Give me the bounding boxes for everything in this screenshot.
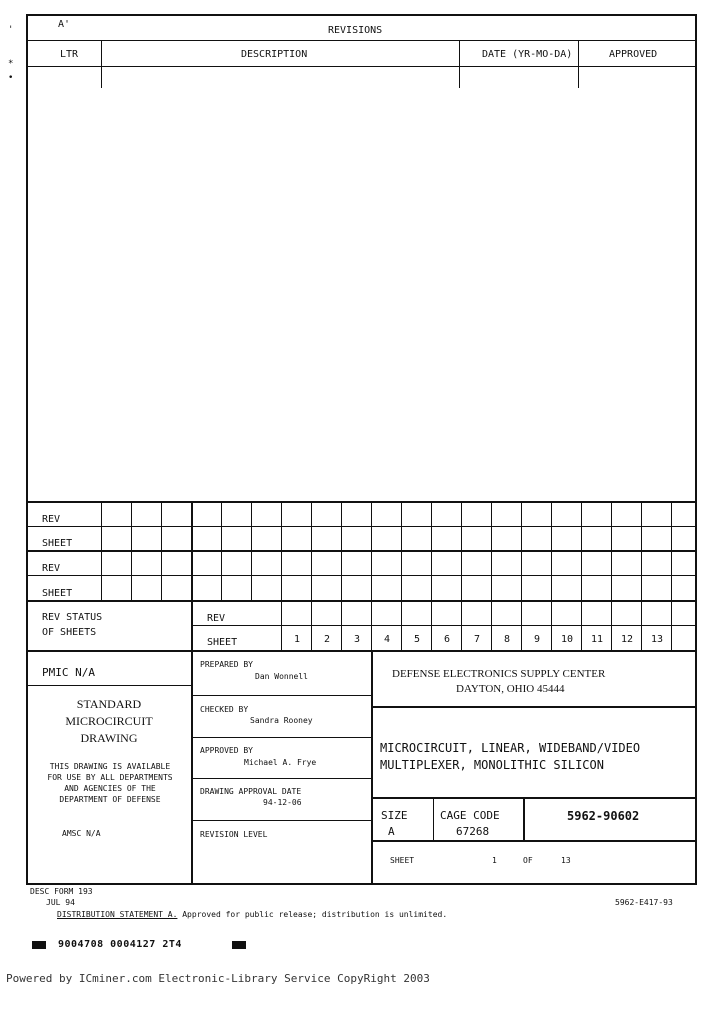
sheet-number: 2	[323, 634, 331, 645]
checked-label: CHECKED BY	[200, 705, 249, 714]
col-date: DATE (YR-MO-DA)	[482, 49, 573, 60]
agency-line2: DAYTON, OHIO 45444	[456, 683, 565, 695]
cage-code-value: 67268	[456, 825, 490, 838]
sheet-label: SHEET	[390, 856, 415, 865]
margin-mark: *	[8, 59, 14, 69]
standard-line3: DRAWING	[80, 731, 138, 745]
revisions-col-divider	[459, 40, 460, 88]
title-block-divider	[372, 706, 697, 708]
sheet-number: 6	[443, 634, 451, 645]
barcode-block-icon	[232, 941, 246, 949]
size-divider	[433, 797, 434, 840]
sheet-number: 8	[503, 634, 511, 645]
rev-status-rev-label: REV	[207, 613, 226, 624]
rev-status-line2: OF SHEETS	[42, 627, 97, 638]
sheet-number: 5	[413, 634, 421, 645]
sheet-number: 4	[383, 634, 391, 645]
approved-name: Michael A. Frye	[244, 758, 317, 767]
of-value: 13	[561, 856, 571, 865]
powered-by: Powered by ICminer.com Electronic-Library Service CopyRight 2003	[6, 972, 430, 985]
sheet-number: 13	[650, 634, 664, 645]
barcode-block-icon	[32, 941, 46, 949]
form-number: DESC FORM 193	[30, 887, 93, 896]
cage-divider	[523, 797, 525, 840]
margin-mark: '	[8, 25, 14, 35]
margin-mark: A'	[58, 19, 71, 30]
amsc-label: AMSC N/A	[62, 829, 101, 838]
drawing-title-line1: MICROCIRCUIT, LINEAR, WIDEBAND/VIDEO	[380, 741, 641, 755]
checked-name: Sandra Rooney	[250, 716, 313, 725]
approval-date-label: DRAWING APPROVAL DATE	[200, 787, 302, 796]
signature-row-divider	[192, 820, 371, 821]
sheet-value: 1	[492, 856, 497, 865]
document-number: 5962-E417-93	[615, 898, 673, 907]
of-label: OF	[523, 856, 533, 865]
sheet-number: 3	[353, 634, 361, 645]
form-date: JUL 94	[46, 898, 75, 907]
approval-date: 94-12-06	[263, 798, 302, 807]
col-ltr: LTR	[60, 49, 79, 60]
sheet-number: 10	[560, 634, 574, 645]
barcode-text: 9004708 0004127 2T4	[58, 939, 182, 950]
title-block-divider	[372, 797, 697, 799]
size-value: A	[388, 825, 395, 838]
sheet-number: 11	[590, 634, 604, 645]
prepared-label: PREPARED BY	[200, 660, 253, 669]
distribution-text: Approved for public release; distribution is unlimited.	[177, 910, 448, 919]
size-label: SIZE	[381, 809, 408, 822]
revisions-title: REVISIONS	[328, 25, 383, 36]
sheet-number: 12	[620, 634, 634, 645]
revisions-col-divider	[578, 40, 579, 88]
revisions-divider	[27, 40, 696, 41]
sheet-number: 7	[473, 634, 481, 645]
distribution-label: DISTRIBUTION STATEMENT A.	[57, 910, 178, 919]
drawing-title-line2: MULTIPLEXER, MONOLITHIC SILICON	[380, 758, 604, 772]
sheet-number: 9	[533, 634, 541, 645]
col-description: DESCRIPTION	[241, 49, 308, 60]
sheet-row-label: SHEET	[42, 538, 73, 549]
cage-code-label: CAGE CODE	[440, 809, 500, 822]
sheet-row-label: SHEET	[42, 588, 73, 599]
rev-status-line1: REV STATUS	[42, 612, 103, 623]
standard-line1: STANDARD	[76, 697, 142, 711]
signature-row-divider	[192, 737, 371, 738]
availability-line2: FOR USE BY ALL DEPARTMENTS	[47, 773, 173, 782]
rev-grid	[27, 501, 696, 651]
pmic-divider	[27, 685, 191, 686]
signature-row-divider	[192, 778, 371, 779]
revisions-divider	[27, 66, 696, 67]
pmic-label: PMIC N/A	[42, 666, 95, 679]
sheet-number: 1	[293, 634, 301, 645]
prepared-name: Dan Wonnell	[255, 672, 308, 681]
availability-line3: AND AGENCIES OF THE	[64, 784, 156, 793]
rev-row-label: REV	[42, 563, 61, 574]
col-approved: APPROVED	[609, 49, 658, 60]
signature-divider	[371, 651, 373, 885]
revisions-col-divider	[101, 40, 102, 88]
drawing-number: 5962-90602	[567, 809, 640, 823]
signature-row-divider	[192, 695, 371, 696]
revision-level-label: REVISION LEVEL	[200, 830, 268, 839]
availability-line1: THIS DRAWING IS AVAILABLE	[49, 762, 171, 771]
availability-line4: DEPARTMENT OF DEFENSE	[59, 795, 161, 804]
approved-label: APPROVED BY	[200, 746, 253, 755]
standard-line2: MICROCIRCUIT	[65, 714, 153, 728]
agency-line1: DEFENSE ELECTRONICS SUPPLY CENTER	[392, 668, 606, 680]
margin-mark: •	[8, 73, 14, 83]
distribution-statement	[57, 911, 447, 919]
rev-row-label: REV	[42, 514, 61, 525]
title-block-divider	[372, 840, 697, 842]
rev-status-sheet-label: SHEET	[207, 637, 238, 648]
